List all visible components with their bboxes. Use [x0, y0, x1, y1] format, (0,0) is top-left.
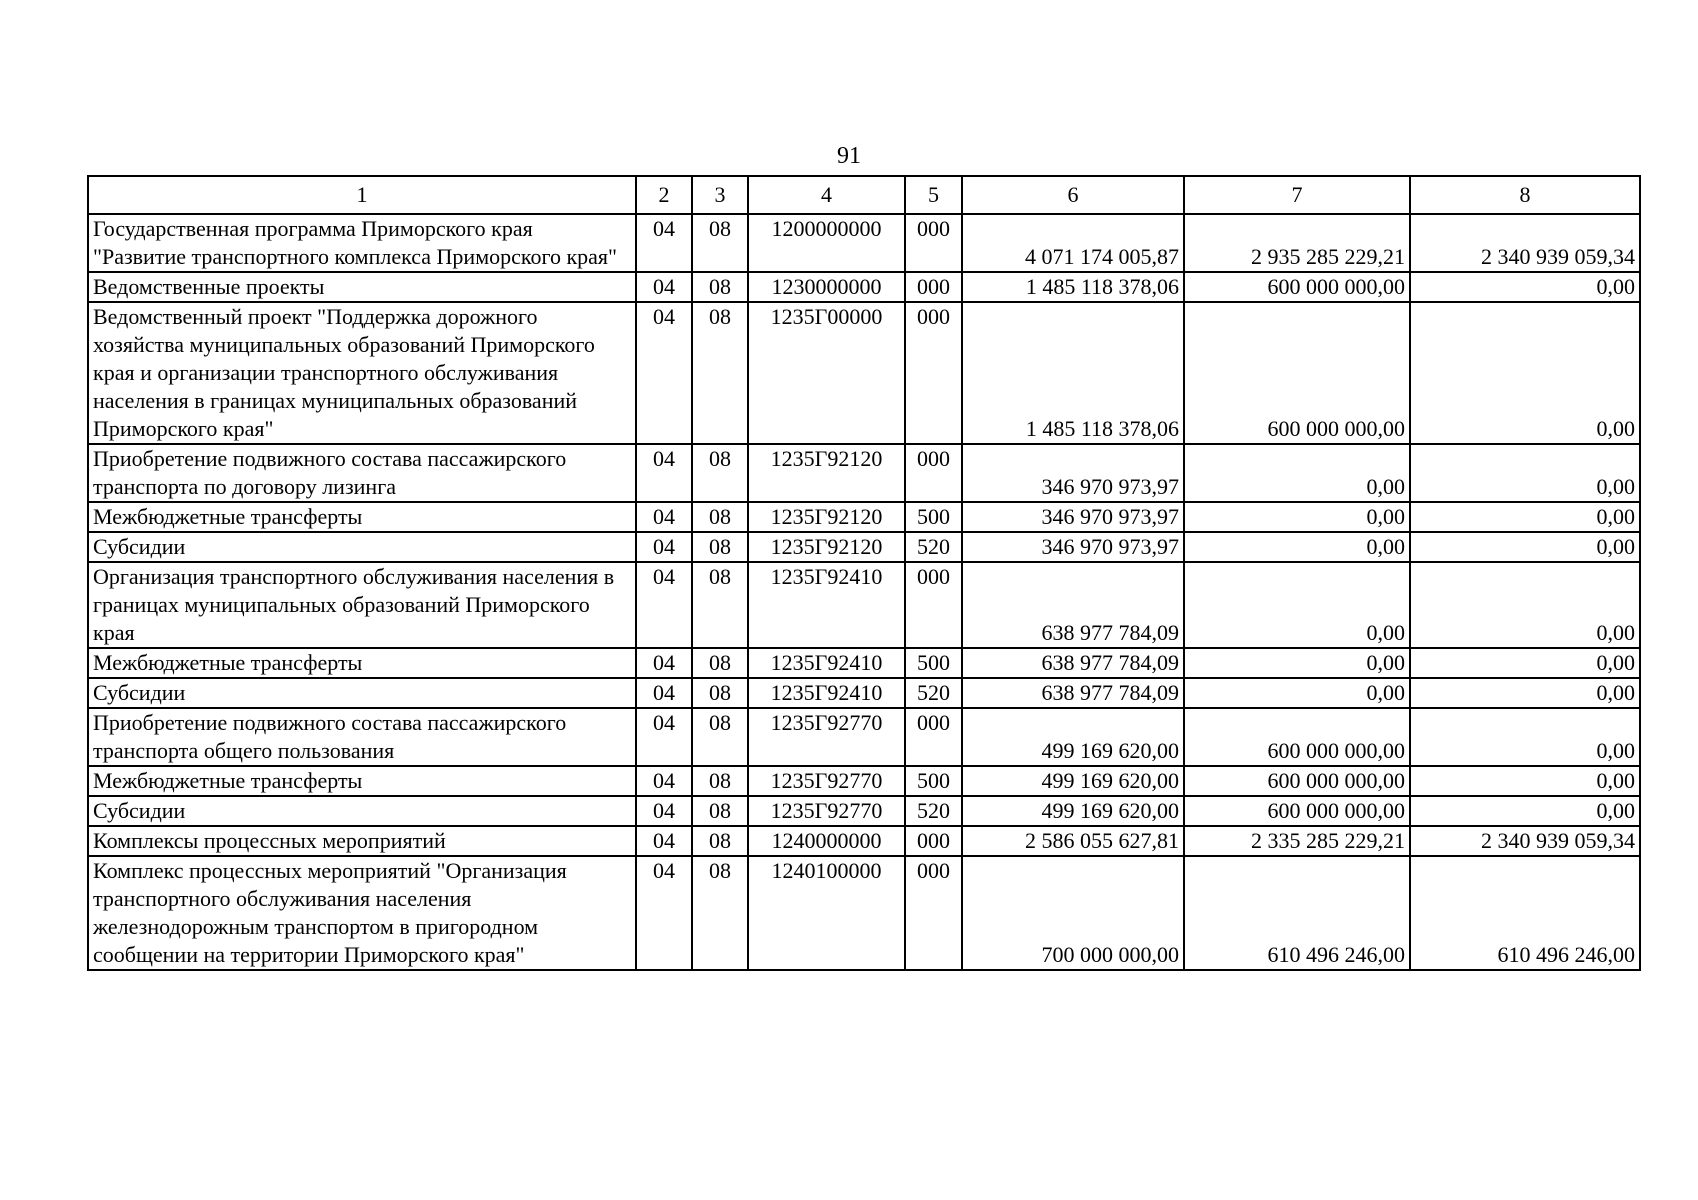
- row-section: 04: [636, 766, 692, 796]
- row-expense-type: 000: [905, 826, 962, 856]
- row-subsection: 08: [692, 562, 748, 648]
- row-section: 04: [636, 444, 692, 502]
- row-section: 04: [636, 796, 692, 826]
- column-header-5: 5: [905, 176, 962, 214]
- table-row: [88, 766, 1640, 796]
- row-name: Приобретение подвижного состава пассажирского транспорта по договору лизинга: [88, 444, 636, 502]
- row-expense-type: 000: [905, 302, 962, 444]
- table-row: [88, 708, 1640, 766]
- row-section: 04: [636, 648, 692, 678]
- table-row: [88, 444, 1640, 502]
- row-amount-6: 4 071 174 005,87: [962, 214, 1184, 272]
- row-section: 04: [636, 502, 692, 532]
- row-amount-6: 499 169 620,00: [962, 708, 1184, 766]
- row-expense-type: 500: [905, 766, 962, 796]
- row-amount-6: 2 586 055 627,81: [962, 826, 1184, 856]
- row-amount-6: 638 977 784,09: [962, 562, 1184, 648]
- row-subsection: 08: [692, 502, 748, 532]
- row-target-code: 1240100000: [748, 856, 905, 970]
- row-amount-8: 0,00: [1410, 302, 1640, 444]
- table-row: [88, 562, 1640, 648]
- budget-table: [87, 175, 1641, 971]
- row-section: 04: [636, 678, 692, 708]
- row-amount-6: 499 169 620,00: [962, 796, 1184, 826]
- row-amount-8: 610 496 246,00: [1410, 856, 1640, 970]
- row-subsection: 08: [692, 678, 748, 708]
- row-name: Межбюджетные трансферты: [88, 648, 636, 678]
- row-subsection: 08: [692, 272, 748, 302]
- row-expense-type: 000: [905, 214, 962, 272]
- row-name: Субсидии: [88, 678, 636, 708]
- row-target-code: 1240000000: [748, 826, 905, 856]
- row-target-code: 1235Г92410: [748, 648, 905, 678]
- row-section: 04: [636, 562, 692, 648]
- column-header-3: 3: [692, 176, 748, 214]
- row-amount-7: 0,00: [1184, 502, 1410, 532]
- row-name: Субсидии: [88, 532, 636, 562]
- row-name: Организация транспортного обслуживания населения в границах муниципальных образований Приморского края: [88, 562, 636, 648]
- row-target-code: 1235Г92410: [748, 678, 905, 708]
- table-row: [88, 796, 1640, 826]
- row-section: 04: [636, 826, 692, 856]
- row-amount-8: 0,00: [1410, 796, 1640, 826]
- row-amount-7: 0,00: [1184, 648, 1410, 678]
- row-amount-6: 499 169 620,00: [962, 766, 1184, 796]
- row-target-code: 1235Г92770: [748, 708, 905, 766]
- table-row: [88, 502, 1640, 532]
- table-row: [88, 678, 1640, 708]
- row-section: 04: [636, 214, 692, 272]
- row-amount-8: 0,00: [1410, 678, 1640, 708]
- row-subsection: 08: [692, 796, 748, 826]
- row-amount-6: 638 977 784,09: [962, 648, 1184, 678]
- row-amount-8: 0,00: [1410, 708, 1640, 766]
- row-amount-8: 2 340 939 059,34: [1410, 214, 1640, 272]
- table-row: [88, 856, 1640, 970]
- row-amount-7: 0,00: [1184, 532, 1410, 562]
- row-name: Государственная программа Приморского края "Развитие транспортного комплекса Приморского края": [88, 214, 636, 272]
- row-section: 04: [636, 856, 692, 970]
- table-row: [88, 272, 1640, 302]
- row-name: Комплекс процессных мероприятий "Организация транспортного обслуживания населения железнодорожным транспортом в пригородном сообщении на территории Приморского края": [88, 856, 636, 970]
- row-amount-8: 0,00: [1410, 766, 1640, 796]
- row-expense-type: 000: [905, 562, 962, 648]
- row-section: 04: [636, 272, 692, 302]
- row-subsection: 08: [692, 708, 748, 766]
- table-row: [88, 648, 1640, 678]
- row-target-code: 1235Г92770: [748, 796, 905, 826]
- table-row: [88, 826, 1640, 856]
- row-amount-7: 610 496 246,00: [1184, 856, 1410, 970]
- row-section: 04: [636, 302, 692, 444]
- row-amount-8: 0,00: [1410, 444, 1640, 502]
- row-amount-7: 2 935 285 229,21: [1184, 214, 1410, 272]
- row-name: Ведомственные проекты: [88, 272, 636, 302]
- row-target-code: 1235Г92770: [748, 766, 905, 796]
- column-header-2: 2: [636, 176, 692, 214]
- row-amount-7: 600 000 000,00: [1184, 766, 1410, 796]
- table-row: [88, 214, 1640, 272]
- row-target-code: 1235Г00000: [748, 302, 905, 444]
- row-subsection: 08: [692, 532, 748, 562]
- column-header-1: 1: [88, 176, 636, 214]
- row-target-code: 1235Г92120: [748, 444, 905, 502]
- row-amount-7: 600 000 000,00: [1184, 272, 1410, 302]
- row-section: 04: [636, 532, 692, 562]
- table-row: [88, 532, 1640, 562]
- row-expense-type: 500: [905, 648, 962, 678]
- row-expense-type: 520: [905, 796, 962, 826]
- row-amount-8: 0,00: [1410, 272, 1640, 302]
- column-header-7: 7: [1184, 176, 1410, 214]
- column-header-4: 4: [748, 176, 905, 214]
- row-amount-6: 346 970 973,97: [962, 502, 1184, 532]
- row-amount-7: 600 000 000,00: [1184, 302, 1410, 444]
- row-subsection: 08: [692, 444, 748, 502]
- row-expense-type: 000: [905, 708, 962, 766]
- row-target-code: 1235Г92410: [748, 562, 905, 648]
- column-header-6: 6: [962, 176, 1184, 214]
- row-name: Ведомственный проект "Поддержка дорожного хозяйства муниципальных образований Приморского края и организации транспортного обслуживания населения в границах муниципальных образований Приморского края": [88, 302, 636, 444]
- row-amount-7: 0,00: [1184, 562, 1410, 648]
- row-amount-7: 2 335 285 229,21: [1184, 826, 1410, 856]
- table-header-row: [88, 176, 1640, 214]
- row-amount-8: 2 340 939 059,34: [1410, 826, 1640, 856]
- row-amount-8: 0,00: [1410, 532, 1640, 562]
- row-amount-6: 700 000 000,00: [962, 856, 1184, 970]
- row-target-code: 1200000000: [748, 214, 905, 272]
- row-amount-8: 0,00: [1410, 648, 1640, 678]
- row-name: Межбюджетные трансферты: [88, 502, 636, 532]
- row-amount-8: 0,00: [1410, 562, 1640, 648]
- row-name: Межбюджетные трансферты: [88, 766, 636, 796]
- page-number: 91: [837, 143, 861, 169]
- row-amount-6: 346 970 973,97: [962, 532, 1184, 562]
- row-amount-7: 0,00: [1184, 678, 1410, 708]
- row-name: Комплексы процессных мероприятий: [88, 826, 636, 856]
- row-expense-type: 000: [905, 272, 962, 302]
- row-target-code: 1235Г92120: [748, 502, 905, 532]
- row-subsection: 08: [692, 302, 748, 444]
- table-row: [88, 302, 1640, 444]
- row-amount-6: 1 485 118 378,06: [962, 272, 1184, 302]
- row-amount-6: 1 485 118 378,06: [962, 302, 1184, 444]
- row-subsection: 08: [692, 856, 748, 970]
- row-amount-6: 346 970 973,97: [962, 444, 1184, 502]
- row-expense-type: 000: [905, 444, 962, 502]
- row-expense-type: 500: [905, 502, 962, 532]
- row-amount-7: 600 000 000,00: [1184, 796, 1410, 826]
- row-expense-type: 520: [905, 678, 962, 708]
- row-amount-7: 600 000 000,00: [1184, 708, 1410, 766]
- row-subsection: 08: [692, 648, 748, 678]
- row-subsection: 08: [692, 214, 748, 272]
- row-expense-type: 520: [905, 532, 962, 562]
- row-expense-type: 000: [905, 856, 962, 970]
- row-section: 04: [636, 708, 692, 766]
- row-amount-6: 638 977 784,09: [962, 678, 1184, 708]
- row-amount-8: 0,00: [1410, 502, 1640, 532]
- row-amount-7: 0,00: [1184, 444, 1410, 502]
- row-target-code: 1230000000: [748, 272, 905, 302]
- row-subsection: 08: [692, 766, 748, 796]
- column-header-8: 8: [1410, 176, 1640, 214]
- row-name: Субсидии: [88, 796, 636, 826]
- row-target-code: 1235Г92120: [748, 532, 905, 562]
- row-subsection: 08: [692, 826, 748, 856]
- row-name: Приобретение подвижного состава пассажирского транспорта общего пользования: [88, 708, 636, 766]
